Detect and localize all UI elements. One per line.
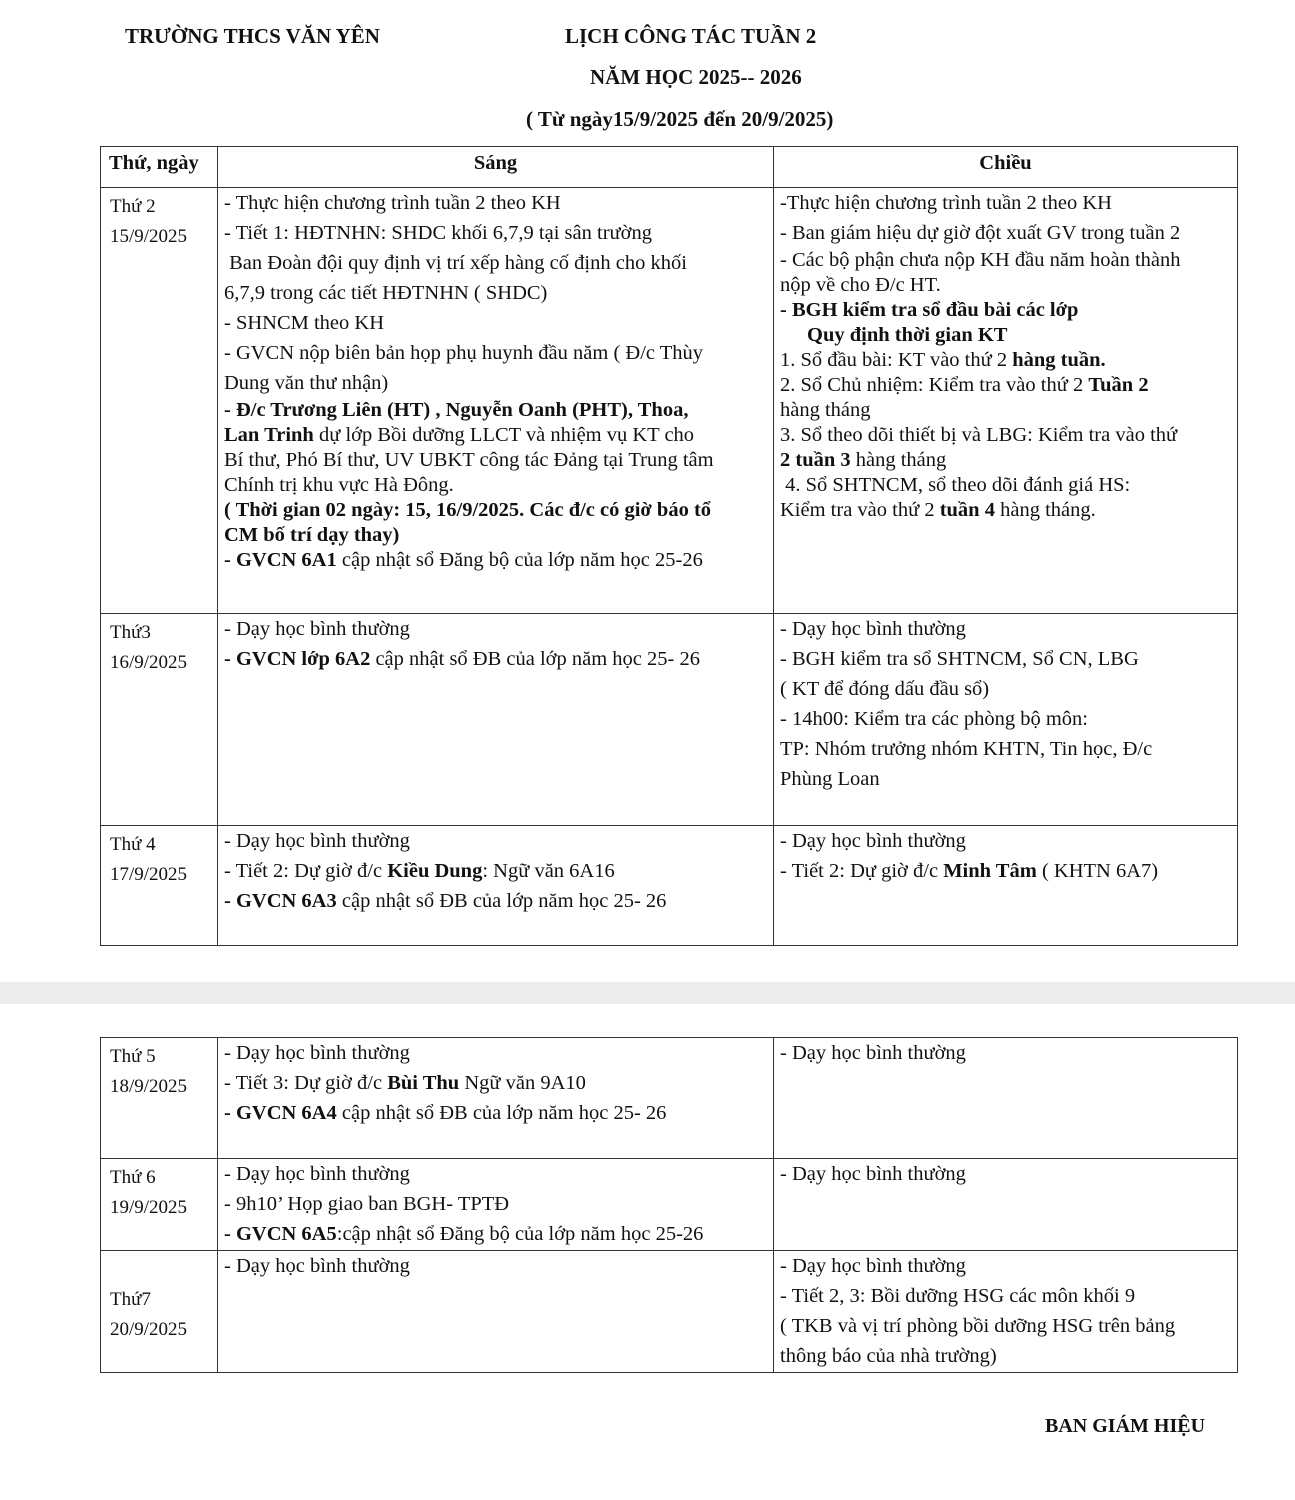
entry-line: 3. Sổ theo dõi thiết bị và LBG: Kiểm tra vào thứ xyxy=(780,424,1178,446)
day-cell xyxy=(101,188,218,614)
entry-line: nộp về cho Đ/c HT. xyxy=(780,274,941,296)
day-label: Thứ3 xyxy=(110,622,151,643)
entry-line: - Dạy học bình thường xyxy=(780,618,966,640)
entry-line: - 14h00: Kiểm tra các phòng bộ môn: xyxy=(780,708,1089,730)
entry-line: -Thực hiện chương trình tuần 2 theo KH xyxy=(780,192,1112,214)
entry-line xyxy=(224,644,767,674)
entry-line: Chính trị khu vực Hà Đông. xyxy=(224,474,454,496)
column-header-day: Thứ, ngày xyxy=(101,147,218,188)
day-label: Thứ 4 xyxy=(110,834,156,855)
entry-bold: - Đ/c Trương Liên (HT) , Nguyễn Oanh (PHT), Thoa, xyxy=(224,399,689,421)
entry-line: ( KT để đóng dấu đầu sổ) xyxy=(780,678,990,700)
entry-line xyxy=(224,398,767,423)
entry-bold: - GVCN 6A1 xyxy=(224,549,337,571)
day-date: 17/9/2025 xyxy=(110,864,188,885)
entry-bold: Lan Trinh xyxy=(224,424,314,446)
table-row xyxy=(101,1038,1238,1159)
day-label: Thứ 6 xyxy=(110,1167,156,1188)
entry-line xyxy=(780,856,1231,886)
entry-line: - Thực hiện chương trình tuần 2 theo KH xyxy=(224,192,561,214)
day-date: 15/9/2025 xyxy=(110,226,188,247)
column-header-morning: Sáng xyxy=(218,147,774,188)
entry-line: - Dạy học bình thường xyxy=(780,1042,966,1064)
school-name: TRƯỜNG THCS VĂN YÊN xyxy=(125,24,380,48)
entry-line: Dung văn thư nhận) xyxy=(224,372,389,394)
entry-bold: Bùi Thu xyxy=(387,1072,460,1094)
entry-bold: - GVCN 6A4 xyxy=(224,1102,337,1124)
entry-line xyxy=(224,1098,767,1128)
day-cell xyxy=(101,826,218,946)
morning-cell xyxy=(218,614,774,826)
schedule-table-part-1 xyxy=(100,146,1238,946)
morning-cell xyxy=(218,1251,774,1373)
entry-text: : Ngữ văn 6A16 xyxy=(482,860,615,882)
day-label: Thứ 2 xyxy=(110,196,156,217)
table-row xyxy=(101,614,1238,826)
entry-line: - GVCN nộp biên bản họp phụ huynh đầu năm ( Đ/c Thùy xyxy=(224,342,704,364)
morning-cell xyxy=(218,1038,774,1159)
day-date: 20/9/2025 xyxy=(110,1319,188,1340)
entry-text: cập nhật sổ ĐB của lớp năm học 25- 26 xyxy=(336,1102,667,1124)
entry-bold: ( Thời gian 02 ngày: 15, 16/9/2025. Các đ/c có giờ báo tổ xyxy=(224,499,712,521)
entry-text: ( KHTN 6A7) xyxy=(1036,860,1159,882)
entry-text: - Tiết 3: Dự giờ đ/c xyxy=(224,1072,388,1094)
document-title: LỊCH CÔNG TÁC TUẦN 2 xyxy=(565,24,817,48)
entry-line xyxy=(780,448,1231,473)
entry-line: - Dạy học bình thường xyxy=(224,830,410,852)
day-date: 18/9/2025 xyxy=(110,1076,188,1097)
afternoon-cell xyxy=(774,1159,1238,1251)
entry-bold: - GVCN 6A3 xyxy=(224,890,337,912)
entry-line: Ban Đoàn đội quy định vị trí xếp hàng cố định cho khối xyxy=(224,252,687,274)
entry-bold: Kiều Dung xyxy=(387,860,483,882)
entry-line: - Dạy học bình thường xyxy=(780,1163,966,1185)
entry-text: hàng tháng xyxy=(850,449,947,471)
entry-line: hàng tháng xyxy=(780,399,871,421)
entry-line: - Dạy học bình thường xyxy=(224,1163,410,1185)
entry-line xyxy=(780,323,1231,348)
afternoon-cell xyxy=(774,614,1238,826)
entry-line: - Ban giám hiệu dự giờ đột xuất GV trong tuần 2 xyxy=(780,222,1181,244)
day-cell xyxy=(101,614,218,826)
table-row xyxy=(101,1159,1238,1251)
entry-line xyxy=(224,886,767,916)
entry-bold: hàng tuần. xyxy=(1012,349,1106,371)
entry-line: - Dạy học bình thường xyxy=(224,1042,410,1064)
entry-text: cập nhật sổ ĐB của lớp năm học 25- 26 xyxy=(336,890,667,912)
entry-bold: 2 tuần 3 xyxy=(780,449,851,471)
entry-line xyxy=(780,373,1231,398)
entry-line: thông báo của nhà trường) xyxy=(780,1345,997,1367)
entry-text: :cập nhật sổ Đăng bộ của lớp năm học 25-26 xyxy=(336,1223,704,1245)
entry-line xyxy=(780,498,1231,523)
entry-line: Bí thư, Phó Bí thư, UV UBKT công tác Đảng tại Trung tâm xyxy=(224,449,714,471)
entry-text: 1. Sổ đầu bài: KT vào thứ 2 xyxy=(780,349,1013,371)
entry-text: Ngữ văn 9A10 xyxy=(459,1072,586,1094)
entry-text: - Tiết 2: Dự giờ đ/c xyxy=(780,860,944,882)
day-label: Thứ 5 xyxy=(110,1046,156,1067)
afternoon-cell xyxy=(774,188,1238,614)
column-header-afternoon: Chiều xyxy=(774,147,1238,188)
day-cell xyxy=(101,1251,218,1373)
entry-line xyxy=(224,548,767,573)
table-row xyxy=(101,1251,1238,1373)
entry-line: TP: Nhóm trưởng nhóm KHTN, Tin học, Đ/c xyxy=(780,738,1153,760)
entry-line: - 9h10’ Họp giao ban BGH- TPTĐ xyxy=(224,1193,510,1215)
school-year: NĂM HỌC 2025-- 2026 xyxy=(590,65,802,89)
entry-line xyxy=(780,348,1231,373)
day-date: 19/9/2025 xyxy=(110,1197,188,1218)
entry-bold: CM bố trí dạy thay) xyxy=(224,524,400,546)
entry-line: - Dạy học bình thường xyxy=(780,830,966,852)
afternoon-cell xyxy=(774,1251,1238,1373)
entry-line: - Dạy học bình thường xyxy=(224,1255,410,1277)
entry-line xyxy=(224,856,767,886)
day-cell xyxy=(101,1038,218,1159)
signature-label: BAN GIÁM HIỆU xyxy=(1045,1415,1206,1437)
morning-cell xyxy=(218,826,774,946)
entry-text: 2. Sổ Chủ nhiệm: Kiểm tra vào thứ 2 xyxy=(780,374,1089,396)
day-date: 16/9/2025 xyxy=(110,652,188,673)
afternoon-cell xyxy=(774,1038,1238,1159)
entry-line: - BGH kiểm tra sổ SHTNCM, Sổ CN, LBG xyxy=(780,648,1139,670)
entry-line xyxy=(224,1219,767,1249)
entry-line xyxy=(224,1068,767,1098)
morning-cell xyxy=(218,188,774,614)
entry-line: - Tiết 2, 3: Bồi dưỡng HSG các môn khối 9 xyxy=(780,1285,1136,1307)
entry-text: dự lớp Bồi dưỡng LLCT và nhiệm vụ KT cho xyxy=(313,424,695,446)
entry-bold: - GVCN 6A5 xyxy=(224,1223,337,1245)
date-range: ( Từ ngày15/9/2025 đến 20/9/2025) xyxy=(526,107,834,131)
entry-line: - Dạy học bình thường xyxy=(780,1255,966,1277)
morning-cell xyxy=(218,1159,774,1251)
afternoon-cell xyxy=(774,826,1238,946)
entry-line: - Dạy học bình thường xyxy=(224,618,410,640)
entry-line xyxy=(224,498,767,523)
entry-text: Kiểm tra vào thứ 2 xyxy=(780,499,940,521)
entry-bold: Quy định thời gian KT xyxy=(807,324,1008,346)
entry-line: - Tiết 1: HĐTNHN: SHDC khối 6,7,9 tại sân trường xyxy=(224,222,652,244)
entry-line: Phùng Loan xyxy=(780,768,880,790)
day-cell xyxy=(101,1159,218,1251)
entry-line: - Các bộ phận chưa nộp KH đầu năm hoàn thành xyxy=(780,249,1181,271)
table-row xyxy=(101,188,1238,614)
table-row xyxy=(101,826,1238,946)
entry-text: cập nhật sổ Đăng bộ của lớp năm học 25-26 xyxy=(336,549,703,571)
entry-line xyxy=(780,298,1231,323)
entry-line xyxy=(224,523,767,548)
entry-text: - Tiết 2: Dự giờ đ/c xyxy=(224,860,388,882)
entry-line: 6,7,9 trong các tiết HĐTNHN ( SHDC) xyxy=(224,282,548,304)
entry-bold: Minh Tâm xyxy=(943,860,1037,882)
entry-bold: - BGH kiểm tra sổ đầu bài các lớp xyxy=(780,299,1079,321)
entry-bold: - GVCN lớp 6A2 xyxy=(224,648,371,670)
entry-text: hàng tháng. xyxy=(994,499,1096,521)
page-separator xyxy=(0,982,1295,1004)
entry-bold: Tuần 2 xyxy=(1088,374,1149,396)
table-header-row xyxy=(101,147,1238,188)
entry-line: ( TKB và vị trí phòng bồi dưỡng HSG trên bảng xyxy=(780,1315,1176,1337)
entry-line: 4. Sổ SHTNCM, sổ theo dõi đánh giá HS: xyxy=(780,474,1131,496)
entry-text: cập nhật sổ ĐB của lớp năm học 25- 26 xyxy=(370,648,700,670)
entry-line: - SHNCM theo KH xyxy=(224,312,385,334)
day-label: Thứ7 xyxy=(110,1289,151,1310)
entry-bold: tuần 4 xyxy=(939,499,995,521)
schedule-table-part-2 xyxy=(100,1037,1238,1373)
entry-line xyxy=(224,423,767,448)
